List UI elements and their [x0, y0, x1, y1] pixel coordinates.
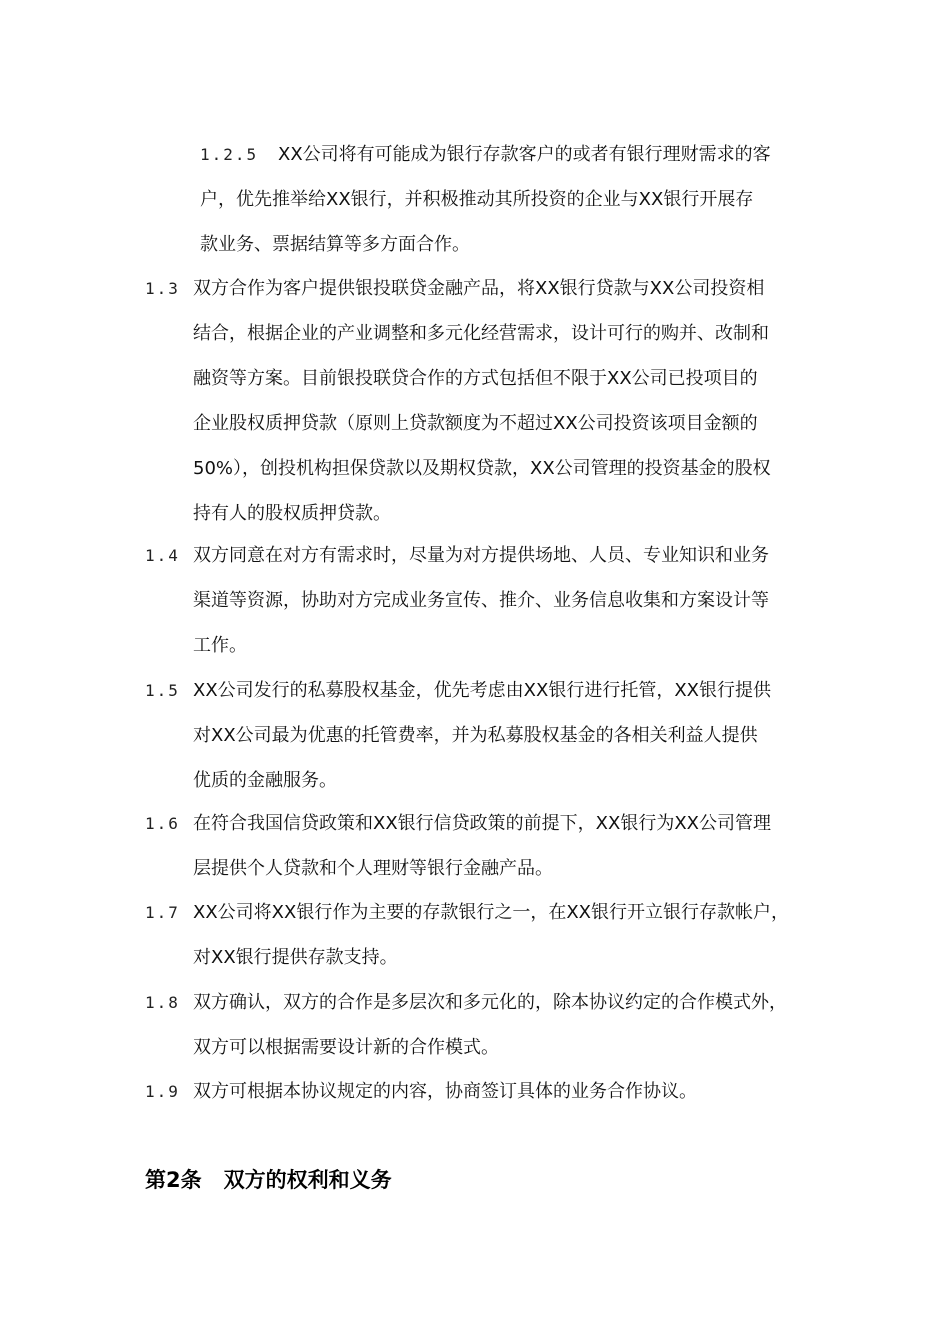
clause-number: 1.2.5 [200, 145, 259, 164]
text-line: XX公司将有可能成为银行存款客户的或者有银行理财需求的客 [278, 144, 771, 165]
clause-text [193, 1069, 697, 1114]
clause-text [193, 980, 787, 1070]
clause-number: 1.4 [145, 546, 180, 565]
text-line: XX公司将XX银行作为主要的存款银行之一，在XX银行开立银行存款帐户， [193, 902, 789, 923]
section-title: 双方的权利和义务 [223, 1168, 392, 1192]
text-line: 层提供个人贷款和个人理财等银行金融产品。 [193, 858, 553, 879]
clause-number: 1.6 [145, 814, 180, 833]
text-line: 双方可以根据需要设计新的合作模式。 [193, 1037, 499, 1058]
text-line: 持有人的股权质押贷款。 [193, 503, 391, 524]
clause-number: 1.9 [145, 1082, 180, 1101]
text-line: 50%），创投机构担保贷款以及期权贷款，XX公司管理的投资基金的股权 [193, 458, 771, 479]
text-line: 工作。 [193, 635, 247, 656]
text-line: 在符合我国信贷政策和XX银行信贷政策的前提下，XX银行为XX公司管理 [193, 813, 771, 834]
text-line: 户，优先推举给XX银行，并积极推动其所投资的企业与XX银行开展存 [200, 189, 754, 210]
section-heading [145, 1162, 392, 1198]
clause-text [193, 668, 771, 803]
text-line: 双方确认，双方的合作是多层次和多元化的，除本协议约定的合作模式外， [193, 992, 787, 1013]
text-line: 渠道等资源，协助对方完成业务宣传、推介、业务信息收集和方案设计等 [193, 590, 769, 611]
text-line: 双方可根据本协议规定的内容，协商签订具体的业务合作协议。 [193, 1081, 697, 1102]
clause-text [193, 266, 771, 536]
text-line: 双方合作为客户提供银投联贷金融产品，将XX银行贷款与XX公司投资相 [193, 278, 765, 299]
text-line: 结合，根据企业的产业调整和多元化经营需求，设计可行的购并、改制和 [193, 323, 769, 344]
text-line: XX公司发行的私募股权基金，优先考虑由XX银行进行托管，XX银行提供 [193, 680, 771, 701]
text-line: 优质的金融服务。 [193, 770, 337, 791]
clause-text [193, 801, 771, 891]
clause-number: 1.3 [145, 279, 180, 298]
text-line: 融资等方案。目前银投联贷合作的方式包括但不限于XX公司已投项目的 [193, 368, 758, 389]
text-line: 款业务、票据结算等多方面合作。 [200, 234, 470, 255]
text-line: 对XX公司最为优惠的托管费率，并为私募股权基金的各相关利益人提供 [193, 725, 758, 746]
clause-number: 1.5 [145, 681, 180, 700]
clause-text [193, 890, 789, 980]
clause-text-continued [200, 177, 753, 267]
text-line: 双方同意在对方有需求时，尽量为对方提供场地、人员、专业知识和业务 [193, 545, 769, 566]
text-line: 对XX银行提供存款支持。 [193, 947, 398, 968]
clause-text [193, 533, 769, 668]
section-number: 第2条 [145, 1168, 202, 1192]
text-line: 企业股权质押贷款（原则上贷款额度为不超过XX公司投资该项目金额的 [193, 413, 758, 434]
clause-text [278, 132, 771, 177]
clause-number: 1.8 [145, 993, 180, 1012]
clause-number: 1.7 [145, 903, 180, 922]
